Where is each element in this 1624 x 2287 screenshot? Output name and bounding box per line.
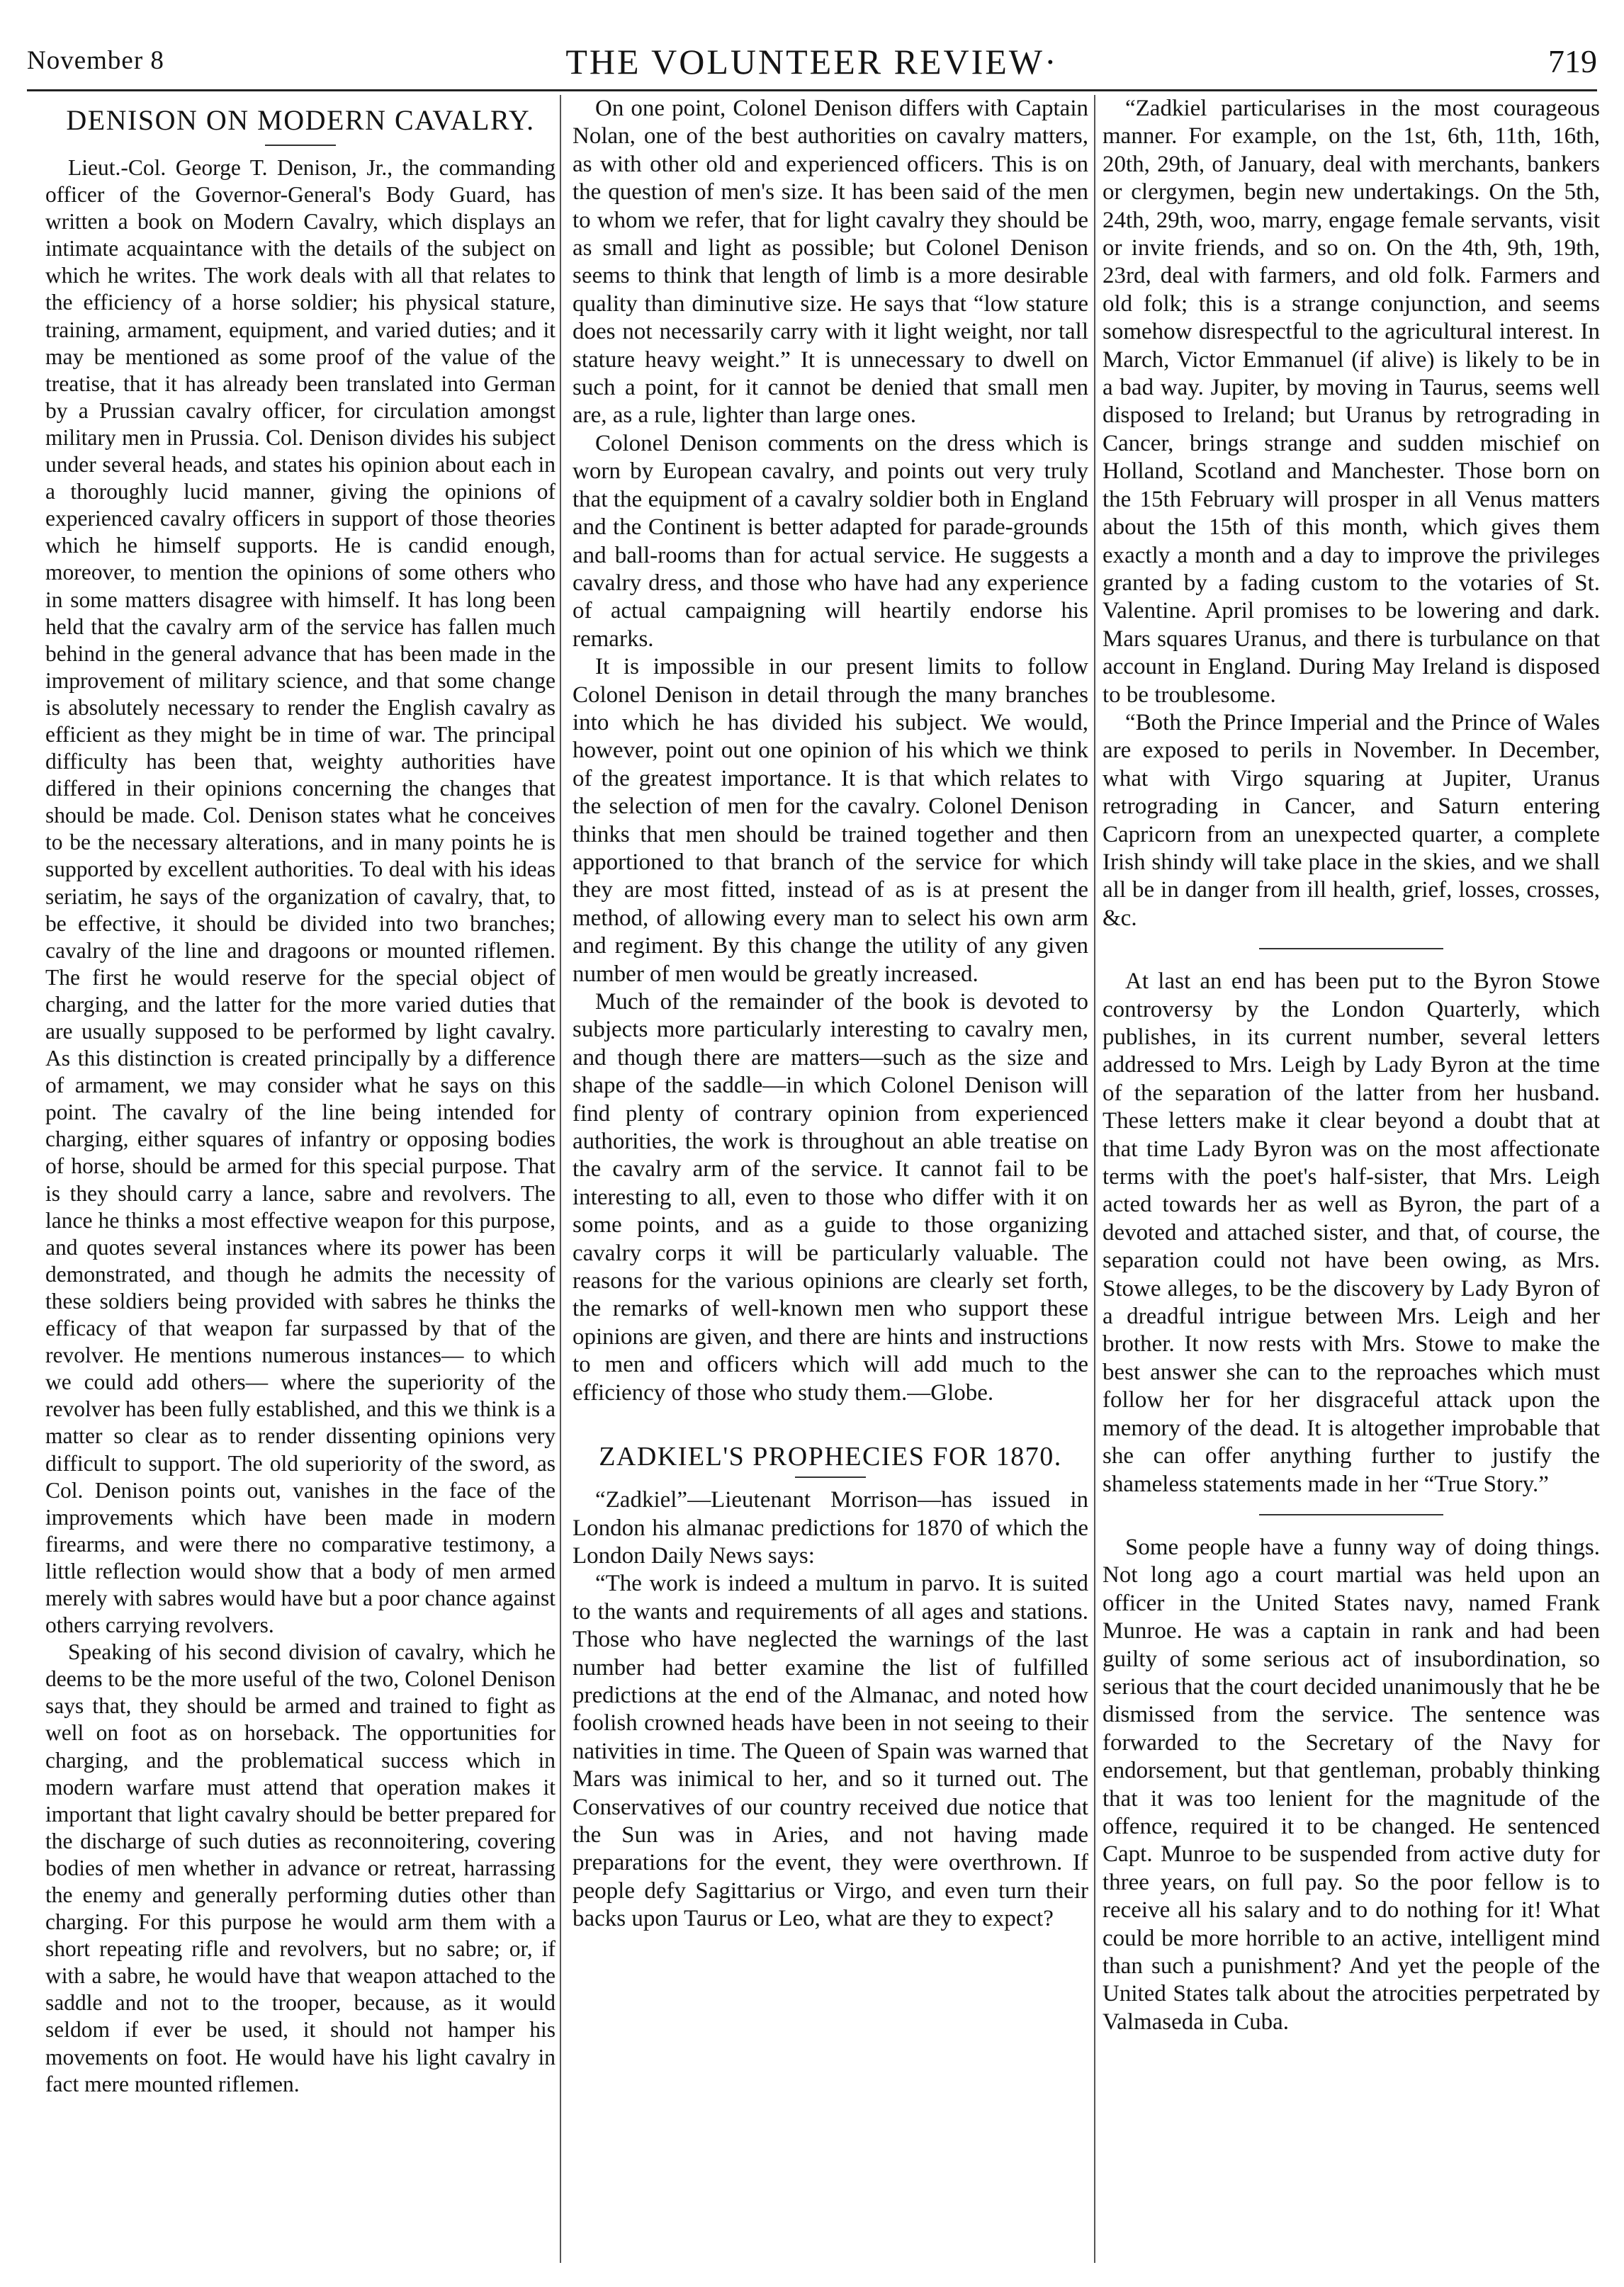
column-3: [1103, 95, 1600, 2263]
article-paragraph: Speaking of his second division of cavalry, which he deems to be the more useful of the two, Colonel Denison says that, they should be armed and trained to fight as well on foot as on horseback. The opportunities for charging, and the problematical success which in modern warfare must attend that operation makes it important that light cavalry should be better prepared for the discharge of such duties as reconnoitering, covering bodies of men whether in advance or retreat, harrassing the enemy and generally performing duties other than charging. For this purpose he would arm them with a short repeating rifle and revolvers, but no sabre; or, if with a sabre, he would have that weapon attached to the saddle and not to the trooper, because, as it would seldom if ever be used, it should not hamper his movements on foot. He would have his light cavalry in fact mere mounted riflemen.: [45, 1639, 556, 2096]
heading-rule: [265, 145, 336, 146]
article-paragraph: Colonel Denison comments on the dress which is worn by European cavalry, and points out very truly that the equipment of a cavalry soldier both in England and the Continent is better adapted for parade-grounds and ball-rooms than for actual service. He suggests a cavalry dress, and those who have had any experience of actual campaigning will heartily endorse his remarks.: [573, 430, 1088, 652]
column-2: [573, 95, 1088, 2263]
article-paragraph: “Both the Prince Imperial and the Prince of Wales are exposed to perils in November. In December, what with Virgo squaring at Jupiter, Uranus retrograding in Cancer, and Saturn entering Capricorn from an unexpected quarter, a complete Irish shindy will take place in the skies, and we shall all be in danger from ill health, grief, losses, crosses, &c.: [1103, 709, 1600, 931]
column-divider-2: [1094, 95, 1095, 2263]
article-paragraph: “The work is indeed a multum in parvo. It is suited to the wants and requirements of all ages and stations. Those who have neglected the warnings of the last number had better examine the list of fulfilled predictions at the end of the Almanac, and noted how foolish crowned heads have been in not seeing to their nativities in time. The Queen of Spain was warned that Mars was inimical to her, and so it turned out. The Conservatives of our country received due notice that the Sun was in Aries, and not having made preparations for the event, they were overthrown. If people defy Sagittarius or Virgo, and even turn their backs upon Taurus or Leo, what are they to expect?: [573, 1571, 1088, 1932]
page-number: 719: [1548, 43, 1597, 79]
issue-date: November 8: [27, 46, 164, 75]
article-paragraph: At last an end has been put to the Byron Stowe controversy by the London Quarterly, which publishes, in its current number, several letters addressed to Mrs. Leigh by Lady Byron at the time of the separation of the latter from her husband. These letters make it clear beyond a doubt that at that time Lady Byron was on the most affectionate terms with the poet's half-sister, that Mrs. Leigh acted towards her as well as Byron, the part of a devoted and attached sister, and that, of course, the separation could not have been owing, as Mrs. Stowe alleges, to be the discovery by Lady Byron of a dreadful intrigue between Mrs. Leigh and her brother. It now rests with Mrs. Stowe to make the best answer she can to the reproaches which must follow her for her disgraceful attack upon the memory of the dead. It is altogether improbable that she can offer anything further to justify the shameless statements made in her “True Story.”: [1103, 969, 1600, 1497]
page-header: [27, 41, 1597, 91]
header-rule: [27, 89, 1597, 91]
article-paragraph: Some people have a funny way of doing things. Not long ago a court martial was held upon an officer in the United States navy, named Frank Munroe. He was a captain in rank and had been guilty of some serious act of insubordination, so serious that the court decided unanimously that he be dismissed from the service. The sentence was forwarded to the Secretary of the Navy for endorsement, but that gentleman, probably thinking that it was too lenient for the magnitude of the offence, required it to be changed. He sentenced Capt. Munroe to be suspended from active duty for three years, on full pay. So the poor fellow is to receive all his salary and to do nothing for it! What could be more horrible to an active, intelligent mind than such a punishment? And yet the people of the United States talk about the atrocities perpetrated by Valmaseda in Cuba.: [1103, 1534, 1600, 2035]
article-separator: [1259, 1514, 1443, 1515]
column-divider-1: [560, 95, 561, 2263]
article-paragraph: “Zadkiel”—Lieutenant Morrison—has issued in London his almanac predictions for 1870 of which the London Daily News says:: [573, 1487, 1088, 1569]
article-paragraph: It is impossible in our present limits to follow Colonel Denison in detail through the many branches into which he has divided his subject. We would, however, point out one opinion of his which we think of the greatest importance. It is that which relates to the selection of men for the cavalry. Colonel Denison thinks that men should be trained together and then apportioned to that branch of the service for which they are most fitted, instead of as is at present the method, of allowing every man to select his own arm and regiment. By this change the utility of any given number of men would be greatly increased.: [573, 654, 1088, 987]
article-paragraph: Lieut.-Col. George T. Denison, Jr., the commanding officer of the Governor-General's Body Guard, has written a book on Modern Cavalry, which displays an intimate acquaintance with the details of the subject on which he writes. The work deals with all that relates to the efficiency of a horse soldier; his physical stature, training, armament, equipment, and varied duties; and it may be mentioned as some proof of the value of the treatise, that it has already been translated into German by a Prussian cavalry officer, for circulation amongst military men in Prussia. Col. Denison divides his subject under several heads, and states his opinion about each in a thoroughly lucid manner, giving the opinions of experienced cavalry officers in support of those theories which he himself supports. He is candid enough, moreover, to mention the opinions of some others who in some matters disagree with himself. It has long been held that the cavalry arm of the service has fallen much behind in the general advance that has been made in the improvement of military science, and that some change is absolutely necessary to render the English cavalry as efficient as they might be in time of war. The principal difficulty has been that, weighty authorities have differed in their opinions concerning the changes that should be made. Col. Denison states what he conceives to be the necessary alterations, and in many points he is supported by excellent authorities. To deal with his ideas seriatim, he says of the organization of cavalry, that, to be effective, it should be divided into two branches; cavalry of the line and dragoons or mounted riflemen. The first he would reserve for the special object of charging, and the latter for the more varied duties that are usually supposed to be performed by light cavalry. As this distinction is created principally by a difference of armament, we may consider what he says on this point. The cavalry of the line being intended for charging, either squares of infantry or opposing bodies of horse, should be armed for this special purpose. That is they should carry a lance, sabre and revolvers. The lance he thinks a most effective weapon for this purpose, and quotes several instances where its power has been demonstrated, and though he admits the necessity of these soldiers being provided with sabres he thinks the efficacy of that weapon far surpassed by that of the revolver. He mentions numerous instances— to which we could add others— where the superiority of the revolver has been fully established, and this we think is a matter so clear as to render dissenting opinions very difficult to support. The old superiority of the sword, as Col. Denison points out, vanishes in the face of the improvements which have been made in modern firearms, and were there no comparative testimony, a little reflection would show that a body of men armed merely with sabres would have but a poor chance against others carrying revolvers.: [45, 155, 556, 1638]
article-heading-cavalry: DENISON ON MODERN CAVALRY.: [66, 104, 535, 136]
article-paragraph: “Zadkiel particularises in the most courageous manner. For example, on the 1st, 6th, 11th, 16th, 20th, 29th, of January, deal with merchants, bankers or clergymen, begin new undertakings. On the 5th, 24th, 29th, woo, marry, engage female servants, visit or invite friends, and so on. On the 4th, 9th, 19th, 23rd, deal with farmers, and old folk. Farmers and old folk; this is a strange conjunction, and seems somehow disrespectful to the agricultural interest. In March, Victor Emmanuel (if alive) is likely to be in a bad way. Jupiter, by moving in Taurus, seems well disposed to Ireland; but Uranus by retrograding in Cancer, brings strange and sudden mischief on Holland, Scotland and Manchester. Those born on the 15th February will prosper in all Venus matters about the 15th of this month, which gives them exactly a month and a day to improve the privileges granted by a fading custom to the votaries of St. Valentine. April promises to be lowering and dark. Mars squares Uranus, and there is turbulance on that account in England. During May Ireland is disposed to be troublesome.: [1103, 96, 1600, 708]
column-1: [45, 95, 556, 2263]
article-heading-zadkiel: ZADKIEL'S PROPHECIES FOR 1870.: [599, 1442, 1062, 1472]
article-paragraph: Much of the remainder of the book is devoted to subjects more particularly interesting to cavalry men, and though there are matters—such as the size and shape of the saddle—in which Colonel Denison will find plenty of contrary opinion from experienced authorities, the work is throughout an able treatise on the cavalry arm of the service. It cannot fail to be interesting to all, even to those who differ with it on some points, and as a guide to those organizing cavalry corps it will be particularly valuable. The reasons for the various opinions are clearly set forth, the remarks of well-known men who support these opinions are given, and there are hints and instructions to men and officers which will add much to the efficiency of those who study them.—Globe.: [573, 989, 1088, 1406]
heading-rule: [795, 1476, 866, 1478]
article-separator: [1259, 948, 1443, 949]
section-gap: [573, 1407, 1088, 1440]
article-paragraph: On one point, Colonel Denison differs with Captain Nolan, one of the best authorities on cavalry matters, as with other old and experienced officers. This is on the question of men's size. It has been said of the men to whom we refer, that for light cavalry they should be as small and light as possible; but Colonel Denison seems to think that length of limb is a more desirable quality than diminutive size. He says that “low stature does not necessarily carry with it light weight, nor tall stature heavy weight.” It is unnecessary to dwell on such a point, for it cannot be denied that small men are, as a rule, lighter than large ones.: [573, 96, 1088, 429]
publication-title: THE VOLUNTEER REVIEW·: [565, 42, 1059, 81]
